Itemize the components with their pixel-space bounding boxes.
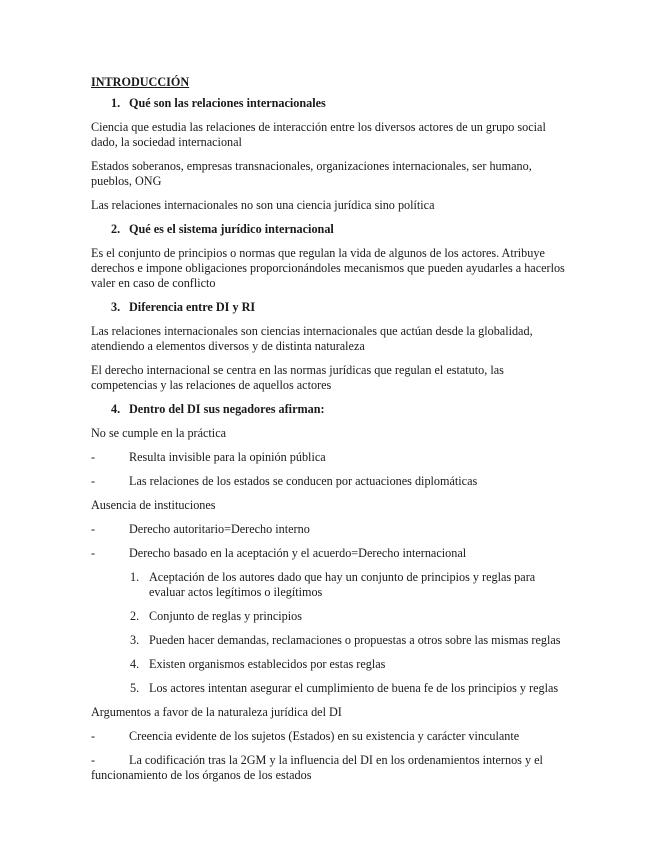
section-heading-2	[91, 222, 569, 237]
dash-list-item	[91, 450, 569, 465]
paragraph: Es el conjunto de principios o normas que regulan la vida de algunos de los actores. Atribuye derechos e impone obligaciones proporcionándoles mecanismos que pueden ayudarles a hacerlos valer en caso de conflicto	[91, 246, 565, 290]
dash-list-item	[91, 474, 569, 489]
section-heading-3	[91, 300, 569, 315]
section-heading-text-3: Diferencia entre DI y RI	[129, 300, 256, 314]
document-title: INTRODUCCIÓN	[91, 75, 190, 89]
numbered-list-item	[91, 681, 569, 696]
numbered-list-number: 2.	[130, 609, 140, 623]
group-label: No se cumple en la práctica	[91, 426, 227, 440]
paragraph: El derecho internacional se centra en las normas jurídicas que regulan el estatuto, las competencias y las relaciones de aquellos actores	[91, 363, 504, 392]
numbered-list-number: 4.	[130, 657, 140, 671]
numbered-list-item	[91, 657, 569, 672]
group-label: Ausencia de instituciones	[91, 498, 216, 512]
dash-bullet: -	[91, 474, 96, 488]
dash-list-text: Creencia evidente de los sujetos (Estados) en su existencia y carácter vinculante	[129, 729, 520, 743]
dash-bullet: -	[91, 729, 96, 743]
section-heading-text-1: Qué son las relaciones internacionales	[129, 96, 326, 110]
section-heading-4	[91, 402, 569, 417]
numbered-list-item	[91, 570, 569, 600]
section-heading-text-2: Qué es el sistema jurídico internacional	[129, 222, 334, 236]
paragraph: Ciencia que estudia las relaciones de interacción entre los diversos actores de un grupo social dado, la sociedad internacional	[91, 120, 546, 149]
numbered-list-text: Conjunto de reglas y principios	[149, 609, 302, 623]
dash-bullet: -	[91, 450, 96, 464]
dash-list-item	[91, 729, 569, 744]
dash-list-item	[91, 546, 569, 561]
numbered-list-text: Existen organismos establecidos por estas reglas	[149, 657, 386, 671]
dash-list-item	[91, 753, 569, 783]
numbered-list-item	[91, 633, 569, 648]
section-number-2: 2.	[111, 222, 121, 236]
dash-list-text: Las relaciones de los estados se conducen por actuaciones diplomáticas	[129, 474, 478, 488]
section-number-1: 1.	[111, 96, 121, 110]
numbered-list-item	[91, 609, 569, 624]
numbered-list-number: 3.	[130, 633, 140, 647]
paragraph: Las relaciones internacionales no son una ciencia jurídica sino política	[91, 198, 435, 212]
numbered-list-text: Aceptación de los autores dado que hay un conjunto de principios y reglas para evaluar actos legítimos o ilegítimos	[149, 570, 536, 599]
paragraph: Estados soberanos, empresas transnacionales, organizaciones internacionales, ser humano, pueblos, ONG	[91, 159, 532, 188]
section-number-4: 4.	[111, 402, 121, 416]
paragraph: Las relaciones internacionales son ciencias internacionales que actúan desde la globalidad, atendiendo a elementos diversos y de distinta naturaleza	[91, 324, 533, 353]
document-page	[91, 75, 569, 792]
numbered-list-number: 1.	[130, 570, 140, 584]
numbered-list-number: 5.	[130, 681, 140, 695]
numbered-list-text: Los actores intentan asegurar el cumplimiento de buena fe de los principios y reglas	[149, 681, 559, 695]
dash-bullet: -	[91, 753, 96, 767]
dash-list-item	[91, 522, 569, 537]
section-heading-1	[91, 96, 569, 111]
dash-list-text: Derecho autoritario=Derecho interno	[129, 522, 310, 536]
dash-bullet: -	[91, 546, 96, 560]
group-label: Argumentos a favor de la naturaleza jurídica del DI	[91, 705, 342, 719]
numbered-list-text: Pueden hacer demandas, reclamaciones o propuestas a otros sobre las mismas reglas	[149, 633, 561, 647]
section-heading-text-4: Dentro del DI sus negadores afirman:	[129, 402, 325, 416]
dash-list-text: La codificación tras la 2GM y la influencia del DI en los ordenamientos internos y el funcionamiento de los órganos de los estados	[91, 753, 543, 782]
dash-list-text: Derecho basado en la aceptación y el acuerdo=Derecho internacional	[129, 546, 467, 560]
dash-list-text: Resulta invisible para la opinión pública	[129, 450, 326, 464]
section-number-3: 3.	[111, 300, 121, 314]
dash-bullet: -	[91, 522, 96, 536]
